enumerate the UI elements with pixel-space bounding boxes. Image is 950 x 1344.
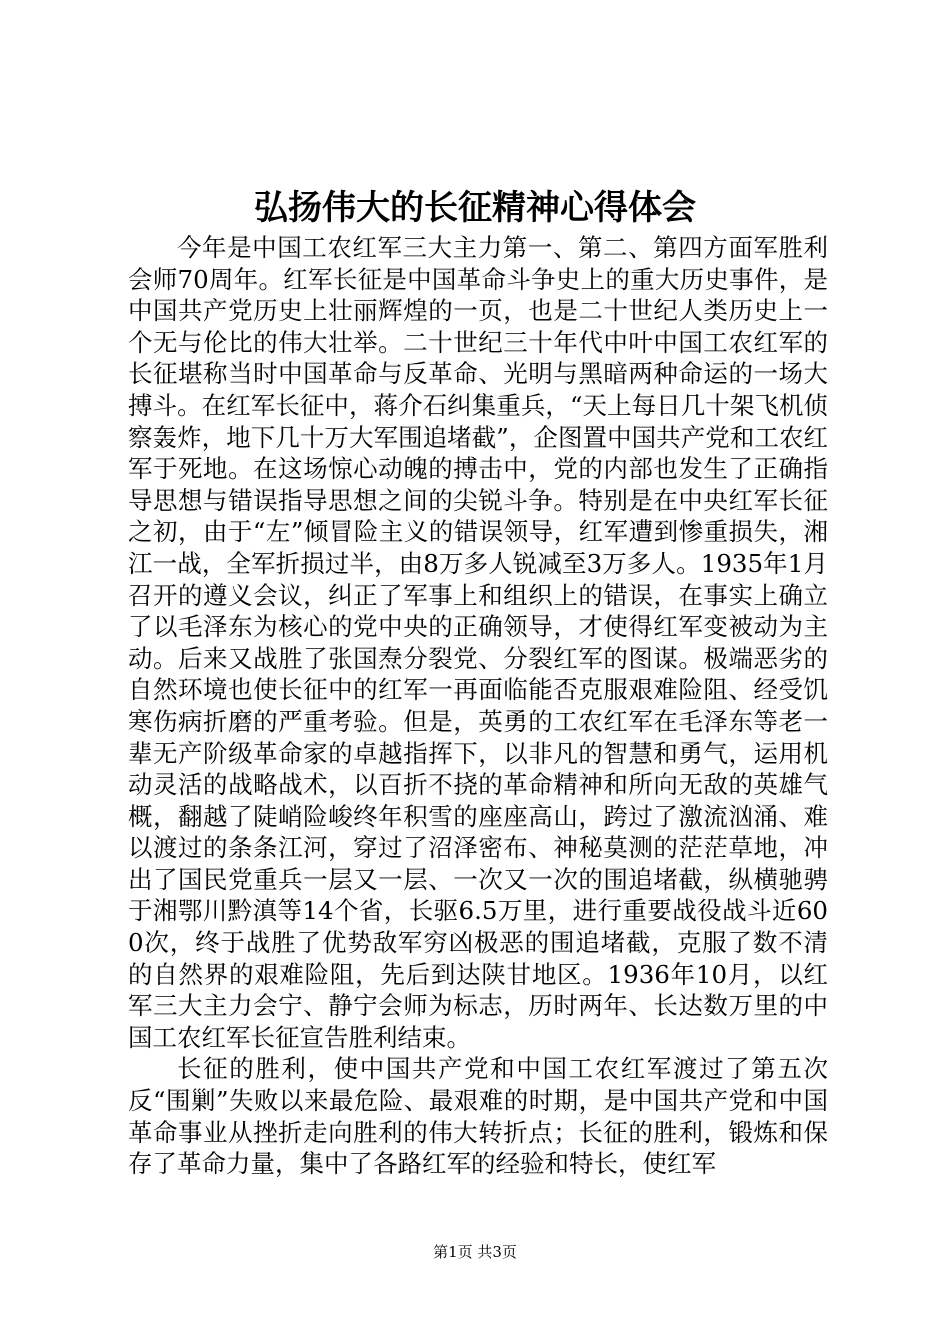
page-footer: 第1页 共3页: [433, 1243, 517, 1261]
document-title: 弘扬伟大的长征精神心得体会: [254, 188, 696, 228]
paragraph-2: 长征的胜利，使中国共产党和中国工农红军渡过了第五次反“围剿”失败以来最危险、最艰难的时期，是中国共产党和中国革命事业从挫折走向胜利的伟大转折点；长征的胜利，锻炼和保存了革命力量，集中了各路红军的经验和特长，使红军: [128, 1054, 828, 1179]
paragraph-1: 今年是中国工农红军三大主力第一、第二、第四方面军胜利会师70周年。红军长征是中国革命斗争史上的重大历史事件，是中国共产党历史上壮丽辉煌的一页，也是二十世纪人类历史上一个无与伦比的伟大壮举。二十世纪三十年代中叶中国工农红军的长征堪称当时中国革命与反革命、光明与黑暗两种命运的一场大搏斗。在红军长征中，蒋介石纠集重兵，“天上每日几十架飞机侦察轰炸，地下几十万大军围追堵截”，企图置中国共产党和工农红军于死地。在这场惊心动魄的搏击中，党的内部也发生了正确指导思想与错误指导思想之间的尖锐斗争。特别是在中央红军长征之初，由于“左”倾冒险主义的错误领导，红军遭到惨重损失，湘江一战，全军折损过半，由8万多人锐减至3万多人。1935年1月召开的遵义会议，纠正了军事上和组织上的错误，在事实上确立了以毛泽东为核心的党中央的正确领导，才使得红军变被动为主动。后来又战胜了张国焘分裂党、分裂红军的图谋。极端恶劣的自然环境也使长征中的红军一再面临能否克服艰难险阻、经受饥寒伤病折磨的严重考验。但是，英勇的工农红军在毛泽东等老一辈无产阶级革命家的卓越指挥下，以非凡的智慧和勇气，运用机动灵活的战略战术，以百折不挠的革命精神和所向无敌的英雄气概，翻越了陡峭险峻终年积雪的座座高山，跨过了激流汹涌、难以渡过的条条江河，穿过了沼泽密布、神秘莫测的茫茫草地，冲出了国民党重兵一层又一层、一次又一次的围追堵截，纵横驰骋于湘鄂川黔滇等14个省，长驱6.5万里，进行重要战役战斗近600次，终于战胜了优势敌军穷凶极恶的围追堵截，克服了数不清的自然界的艰难险阻，先后到达陕甘地区。1936年10月，以红军三大主力会宁、静宁会师为标志，历时两年、长达数万里的中国工农红军长征宣告胜利结束。: [128, 233, 828, 1052]
document-body: [128, 232, 828, 1180]
